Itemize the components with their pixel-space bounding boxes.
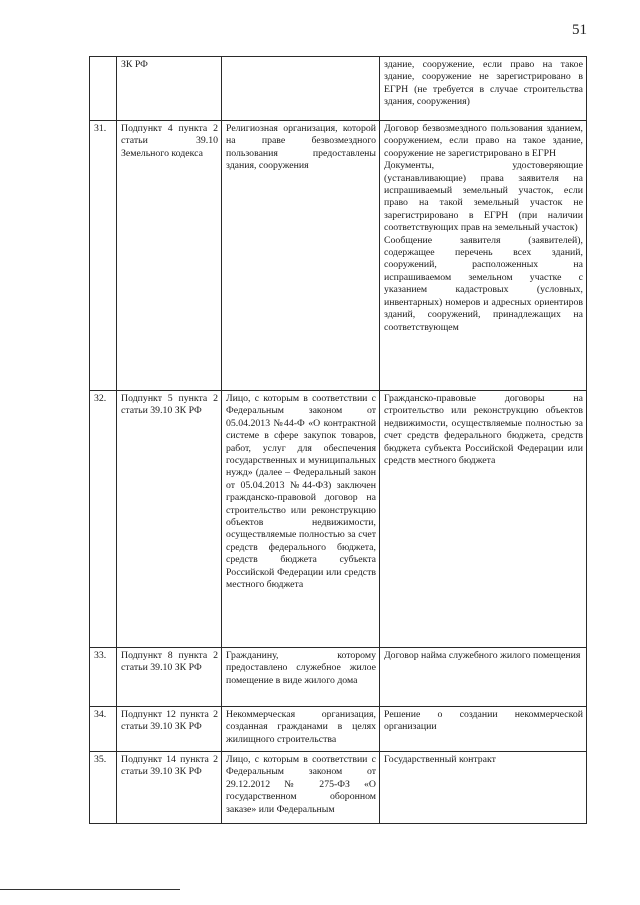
document-text: Гражданско-правовые договоры на строительство или реконструкцию объектов недвижимости, осуществляемые полностью за счет средств федерального бюджета, средств бюджета субъекта Российской Федерации или средств местного бюджета [384, 393, 583, 467]
legal-basis: Подпункт 5 пункта 2 статьи 39.10 ЗК РФ [117, 391, 222, 648]
footnote-divider [0, 889, 180, 890]
document-text: Сообщение заявителя (заявителей), содержащее перечень всех зданий, сооружений, расположенных на испрашиваемом земельном участке с указанием кадастровых (условных, инвентарных) номеров и адресных ориентиров зданий, сооружений, принадлежащих на соответствующем [384, 234, 583, 333]
table-row [90, 752, 587, 824]
applicant: Лицо, с которым в соответствии с Федеральным законом от 05.04.2013 №44-Ф «О контрактной системе в сфере закупок товаров, работ, услуг для обеспечения государственных и муниципальных нужд» (далее – Федеральный закон от 05.04.2013 №44-ФЗ) заключен гражданско-правовой договор на строительство или реконструкцию объектов недвижимости, осуществляемые полностью за счет средств федерального бюджета, средств бюджета субъекта Российской Федерации или средств местного бюджета [222, 391, 380, 648]
documents-table [89, 56, 587, 824]
applicant: Религиозная организация, которой на праве безвозмездного пользования предоставлены здания, сооружения [222, 121, 380, 391]
applicant: Некоммерческая организация, созданная гражданами в целях жилищного строительства [222, 707, 380, 752]
row-number: 34. [90, 707, 117, 752]
documents-cell [380, 752, 587, 824]
documents-cell [380, 707, 587, 752]
document-text: Договор найма служебного жилого помещения [384, 650, 581, 661]
document-text: Государственный контракт [384, 754, 496, 765]
table-row [90, 121, 587, 391]
documents-cell [380, 57, 587, 121]
documents-cell [380, 391, 587, 648]
legal-basis: Подпункт 8 пункта 2 статьи 39.10 ЗК РФ [117, 648, 222, 707]
document-text: здание, сооружение, если право на такое здание, сооружение не зарегистрировано в ЕГРН (не требуется в случае строительства здания, сооружения) [384, 59, 583, 108]
documents-cell [380, 121, 587, 391]
legal-basis: Подпункт 4 пункта 2 статьи 39.10 Земельного кодекса [117, 121, 222, 391]
table-row [90, 707, 587, 752]
applicant: Гражданину, которому предоставлено служебное жилое помещение в виде жилого дома [222, 648, 380, 707]
legal-basis: Подпункт 14 пункта 2 статьи 39.10 ЗК РФ [117, 752, 222, 824]
documents-cell [380, 648, 587, 707]
legal-basis: Подпункт 12 пункта 2 статьи 39.10 ЗК РФ [117, 707, 222, 752]
table-row [90, 648, 587, 707]
row-number: 31. [90, 121, 117, 391]
legal-basis: ЗК РФ [117, 57, 222, 121]
page-number: 51 [572, 22, 587, 38]
row-number: 35. [90, 752, 117, 824]
table-row [90, 57, 587, 121]
applicant [222, 57, 380, 121]
document-text: Договор безвозмездного пользования зданием, сооружением, если право на такое здание, сооружение не зарегистрировано в ЕГРН [384, 123, 583, 159]
document-text: Решение о создании некоммерческой организации [384, 709, 583, 733]
table-row [90, 391, 587, 648]
document-text: Документы, удостоверяющие (устанавливающие) права заявителя на испрашиваемый земельный участок, если право на такой земельный участок не зарегистрировано в ЕГРН (при наличии соответствующих прав на земельный участок) [384, 160, 583, 234]
row-number: 32. [90, 391, 117, 648]
row-number [90, 57, 117, 121]
row-number: 33. [90, 648, 117, 707]
applicant: Лицо, с которым в соответствии с Федеральным законом от 29.12.2012 № 275-ФЗ «О государственном оборонном заказе» или Федеральным [222, 752, 380, 824]
